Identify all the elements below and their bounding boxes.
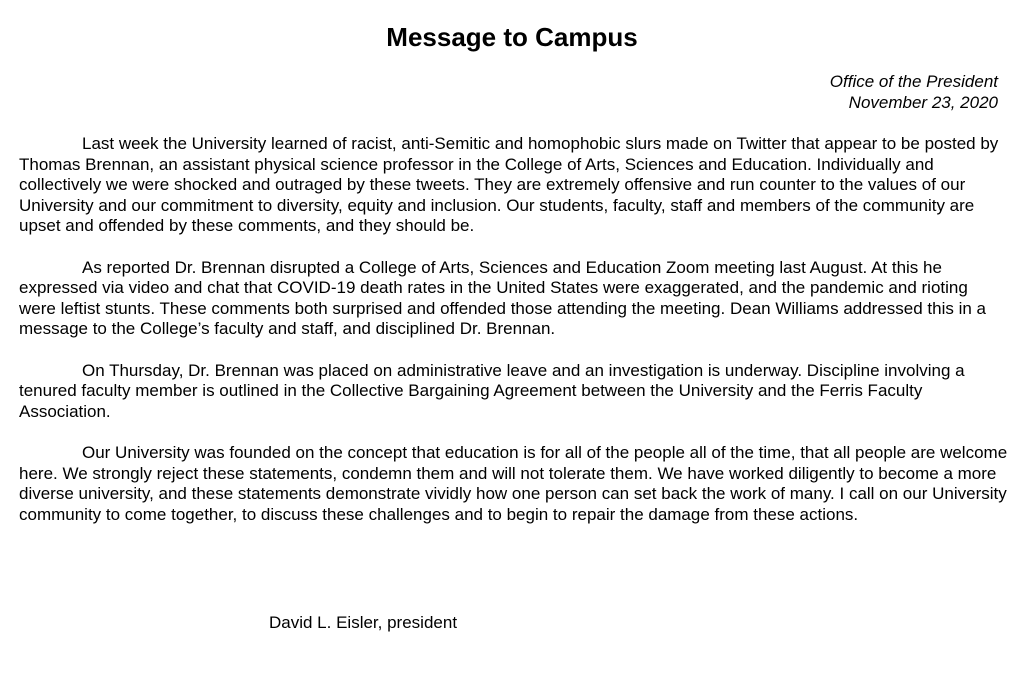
paragraph-2: As reported Dr. Brennan disrupted a College of Arts, Sciences and Education Zoom meeting last August. At this he expressed via video and chat that COVID-19 death rates in the United States were exaggerated, and the pandemic and rioting were leftist stunts. These comments both surprised and offended those attending the meeting. Dean Williams addressed this in a message to the College’s faculty and staff, and disciplined Dr. Brennan.: [19, 257, 987, 339]
paragraph-4: Our University was founded on the concept that education is for all of the people all of the time, that all people are welcome here. We strongly reject these statements, condemn them and will not tolerate them. We have worked diligently to become a more diverse university, and these statements demonstrate vividly how one person can set back the work of many. I call on our University community to come together, to discuss these challenges and to begin to repair the damage from these actions.: [19, 442, 1008, 524]
document-header-meta: [830, 71, 998, 113]
document-body: [19, 134, 1009, 546]
document-title: Message to Campus: [386, 22, 638, 52]
office-name: Office of the President: [829, 72, 998, 91]
paragraph-1: Last week the University learned of racist, anti-Semitic and homophobic slurs made on Twitter that appear to be posted by Thomas Brennan, an assistant physical science professor in the College of Arts, Sciences and Education. Individually and collectively we were shocked and outraged by these tweets. They are extremely offensive and run counter to the values of our University and our commitment to diversity, equity and inclusion. Our students, faculty, staff and members of the community are upset and offended by these comments, and they should be.: [19, 134, 999, 236]
document-date: November 23, 2020: [848, 93, 998, 112]
signature: David L. Eisler, president: [269, 613, 458, 632]
paragraph-3: On Thursday, Dr. Brennan was placed on administrative leave and an investigation is underway. Discipline involving a tenured faculty member is outlined in the Collective Bargaining Agreement between the University and the Ferris Faculty Association.: [19, 360, 965, 421]
